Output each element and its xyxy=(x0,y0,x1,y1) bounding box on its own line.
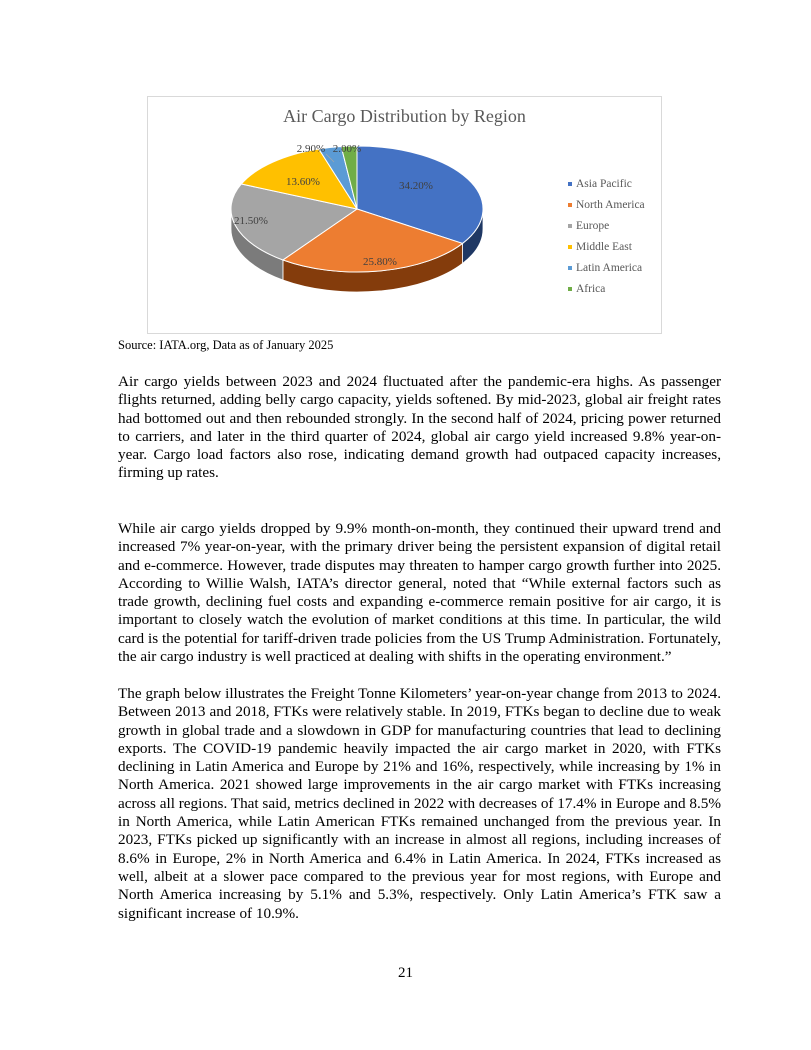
legend-label: Asia Pacific xyxy=(576,177,632,190)
paragraph-yields: Air cargo yields between 2023 and 2024 fluctuated after the pandemic-era highs. As passenger flights returned, adding belly cargo capacity, yields softened. By mid-2023, global air freight rates had bottomed out and then rebounded strongly. In the second half of 2024, pricing power returned to carriers, and later in the third quarter of 2024, global air cargo yield increased 9.8% year-on-year. Cargo load factors also rose, indicating demand growth had outpaced capacity increases, firming up rates. xyxy=(118,373,721,482)
page-number: 21 xyxy=(398,965,413,981)
data-label-africa: 2.00% xyxy=(332,143,362,155)
legend-swatch xyxy=(568,245,572,249)
chart-title: Air Cargo Distribution by Region xyxy=(283,106,526,126)
data-label-asia-pacific: 34.20% xyxy=(399,180,433,192)
data-label-north-america: 25.80% xyxy=(363,256,397,268)
legend-label: North America xyxy=(576,198,645,211)
pie-chart xyxy=(147,96,662,334)
chart-source-caption: Source: IATA.org, Data as of January 2025 xyxy=(118,338,334,352)
legend-item-north-america xyxy=(568,194,645,215)
legend-swatch xyxy=(568,203,572,207)
data-label-latin-america: 2.90% xyxy=(296,143,326,155)
legend-item-asia-pacific xyxy=(568,173,645,194)
legend-swatch xyxy=(568,266,572,270)
legend-label: Latin America xyxy=(576,261,643,274)
legend-label: Africa xyxy=(576,282,606,295)
legend-item-latin-america xyxy=(568,257,645,278)
legend-item-africa xyxy=(568,278,645,299)
chart-legend xyxy=(568,173,645,299)
data-label-europe: 21.50% xyxy=(234,215,268,227)
legend-label: Middle East xyxy=(576,240,632,253)
data-label-middle-east: 13.60% xyxy=(286,176,320,188)
paragraph-ecommerce: While air cargo yields dropped by 9.9% month-on-month, they continued their upward trend and increased 7% year-on-year, with the primary driver being the persistent expansion of digital retail and e-commerce. However, trade disputes may threaten to hamper cargo growth further into 2025. According to Willie Walsh, IATA’s director general, noted that “While external factors such as trade growth, declining fuel costs and expanding e-commerce remain positive for air cargo, it is important to closely watch the evolution of market conditions at this time. In particular, the wild card is the potential for tariff-driven trade policies from the US Trump Administration. Fortunately, the air cargo industry is well practiced at dealing with shifts in the operating environment.” xyxy=(118,520,721,666)
legend-swatch xyxy=(568,224,572,228)
paragraph-ftk: The graph below illustrates the Freight Tonne Kilometers’ year-on-year change from 2013 to 2024. Between 2013 and 2018, FTKs were relatively stable. In 2019, FTKs began to decline due to weak growth in global trade and a slowdown in GDP for manufacturing countries that lead to declining exports. The COVID-19 pandemic heavily impacted the air cargo market in 2020, with FTKs declining in Latin America and Europe by 21% and 16%, respectively, while increasing by 1% in North America. 2021 showed large improvements in the air cargo market with FTKs increasing across all regions. That said, metrics declined in 2022 with decreases of 17.4% in Europe and 8.5% in North America, while Latin American FTKs remained unchanged from the previous year. In 2023, FTKs picked up significantly with an increase in almost all regions, including increases of 8.6% in Europe, 2% in North America and 6.4% in Latin America. In 2024, FTKs increased as well, albeit at a slower pace compared to the previous year for most regions, with Europe and North America increasing by 5.1% and 5.3%, respectively. Only Latin America’s FTK saw a significant increase of 10.9%. xyxy=(118,685,721,922)
legend-swatch xyxy=(568,287,572,291)
legend-item-middle-east xyxy=(568,236,645,257)
legend-swatch xyxy=(568,182,572,186)
legend-item-europe xyxy=(568,215,645,236)
legend-label: Europe xyxy=(576,219,610,232)
